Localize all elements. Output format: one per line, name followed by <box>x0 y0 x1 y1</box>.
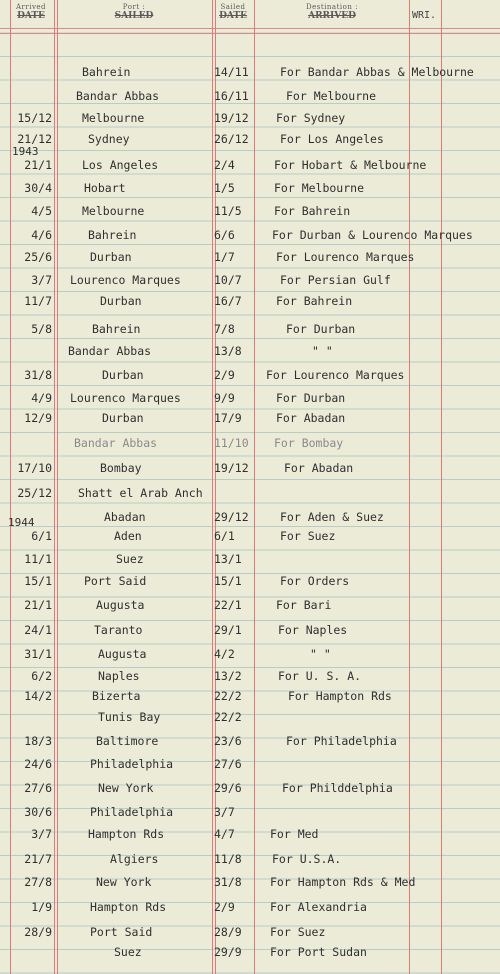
sailed-date: 29/9 <box>214 945 242 959</box>
arrived-date: 31/1 <box>24 647 52 661</box>
destination: For Abadan <box>276 411 346 425</box>
port-name: Los Angeles <box>82 158 159 172</box>
arrived-date: 21/12 <box>17 132 52 146</box>
port-name: Bahrein <box>92 322 141 336</box>
port-name: New York <box>98 781 154 795</box>
arrived-date: 15/12 <box>17 111 52 125</box>
sailed-date: 2/4 <box>214 158 235 172</box>
port-name: New York <box>96 875 152 889</box>
arrived-date: 25/6 <box>24 250 52 264</box>
destination: " " <box>310 647 331 661</box>
port-name: Melbourne <box>82 204 145 218</box>
port-name: Augusta <box>98 647 147 661</box>
sailed-date: 11/8 <box>214 852 242 866</box>
sailed-date: 28/9 <box>214 925 242 939</box>
sailed-date: 22/2 <box>214 710 242 724</box>
header-arrived-label: Arrived <box>15 3 47 11</box>
header-destination-label: Destination : <box>306 3 358 11</box>
port-name: Suez <box>116 552 144 566</box>
destination: For Bandar Abbas & Melbourne <box>280 65 474 79</box>
destination: For Hobart & Melbourne <box>274 158 427 172</box>
destination: For Hampton Rds <box>288 689 392 703</box>
arrived-date: 27/8 <box>24 875 52 889</box>
sailed-date: 13/1 <box>214 552 242 566</box>
arrived-date: 6/1 <box>31 529 52 543</box>
sailed-date: 26/12 <box>214 132 249 146</box>
destination: For Lourenco Marques <box>276 250 415 264</box>
destination: For Med <box>270 827 319 841</box>
port-name: Taranto <box>94 623 143 637</box>
sailed-date: 1/7 <box>214 250 235 264</box>
destination: For Durban <box>276 391 346 405</box>
arrived-date: 25/12 <box>17 486 52 500</box>
port-name: Baltimore <box>96 734 159 748</box>
header-port-label: Port : <box>122 3 146 11</box>
destination: For Philadelphia <box>286 734 397 748</box>
arrived-date: 11/7 <box>24 294 52 308</box>
destination: For Lourenco Marques <box>266 368 405 382</box>
port-name: Aden <box>114 529 142 543</box>
arrived-date: 21/1 <box>24 598 52 612</box>
sailed-date: 10/7 <box>214 273 242 287</box>
arrived-date: 30/4 <box>24 181 52 195</box>
sailed-date: 22/1 <box>214 598 242 612</box>
sailed-date: 6/1 <box>214 529 235 543</box>
port-name: Naples <box>98 669 140 683</box>
sailed-date: 16/11 <box>214 89 249 103</box>
port-name: Bahrein <box>88 228 137 242</box>
destination: For U.S.A. <box>272 852 342 866</box>
header-arrived <box>8 3 54 21</box>
sailed-date: 11/10 <box>214 436 249 450</box>
sailed-date: 4/7 <box>214 827 235 841</box>
port-name: Tunis Bay <box>98 710 161 724</box>
arrived-date: 21/7 <box>24 852 52 866</box>
sailed-date: 23/6 <box>214 734 242 748</box>
sailed-date: 7/8 <box>214 322 235 336</box>
destination: For Bari <box>276 598 332 612</box>
port-name: Suez <box>114 945 142 959</box>
destination: For Bahrein <box>274 204 351 218</box>
sailed-date: 29/12 <box>214 510 249 524</box>
destination: For Suez <box>280 529 336 543</box>
sailed-date: 2/9 <box>214 368 235 382</box>
header-arrived-struck: DATE <box>17 11 45 21</box>
sailed-date: 6/6 <box>214 228 235 242</box>
header-sailed <box>214 3 252 21</box>
destination: For Philddelphia <box>282 781 393 795</box>
port-name: Lourenco Marques <box>70 391 181 405</box>
port-name: Algiers <box>110 852 159 866</box>
sailed-date: 11/5 <box>214 204 242 218</box>
sailed-date: 16/7 <box>214 294 242 308</box>
arrived-date: 30/6 <box>24 805 52 819</box>
sailed-date: 9/9 <box>214 391 235 405</box>
destination: For Melbourne <box>274 181 365 195</box>
sailed-date: 29/6 <box>214 781 242 795</box>
header-destination <box>256 3 408 21</box>
destination: For Port Sudan <box>270 945 367 959</box>
arrived-date: 28/9 <box>24 925 52 939</box>
arrived-date: 4/5 <box>31 204 52 218</box>
sailed-date: 14/11 <box>214 65 249 79</box>
header-sailed-struck: DATE <box>219 11 247 21</box>
arrived-date: 24/6 <box>24 757 52 771</box>
port-name: Bandar Abbas <box>74 436 158 450</box>
destination: For Hampton Rds & Med <box>270 875 416 889</box>
header-port-struck: SAILED <box>114 11 154 21</box>
arrived-date: 17/10 <box>17 461 52 475</box>
arrived-date: 11/1 <box>24 552 52 566</box>
destination: For U. S. A. <box>278 669 362 683</box>
destination: For Sydney <box>276 111 346 125</box>
header-port <box>58 3 210 21</box>
port-name: Bahrein <box>82 65 131 79</box>
port-name: Abadan <box>104 510 146 524</box>
destination: For Los Angeles <box>280 132 384 146</box>
arrived-date: 24/1 <box>24 623 52 637</box>
destination: For Bahrein <box>276 294 353 308</box>
sailed-date: 13/2 <box>214 669 242 683</box>
port-name: Bombay <box>100 461 142 475</box>
destination: For Melbourne <box>286 89 377 103</box>
arrived-date: 3/7 <box>31 827 52 841</box>
port-name: Hampton Rds <box>90 900 167 914</box>
port-name: Melbourne <box>82 111 145 125</box>
arrived-date: 31/8 <box>24 368 52 382</box>
port-name: Bandar Abbas <box>76 89 160 103</box>
arrived-date: 1/9 <box>31 900 52 914</box>
sailed-date: 19/12 <box>214 461 249 475</box>
arrived-date: 4/9 <box>31 391 52 405</box>
port-name: Durban <box>100 294 142 308</box>
arrived-date: 12/9 <box>24 411 52 425</box>
destination: " " <box>312 344 333 358</box>
port-name: Sydney <box>88 132 130 146</box>
destination: For Abadan <box>284 461 354 475</box>
arrived-date: 18/3 <box>24 734 52 748</box>
arrived-date: 4/6 <box>31 228 52 242</box>
year-mark: 1943 <box>12 145 39 158</box>
sailed-date: 2/9 <box>214 900 235 914</box>
port-name: Bizerta <box>92 689 141 703</box>
header-destination-struck: ARRIVED <box>308 11 356 21</box>
destination: For Suez <box>270 925 326 939</box>
port-name: Durban <box>102 411 144 425</box>
header-wri: WRI. <box>412 10 437 21</box>
column-rule <box>441 0 442 974</box>
port-name: Port Said <box>90 925 153 939</box>
sailed-date: 4/2 <box>214 647 235 661</box>
sailed-date: 27/6 <box>214 757 242 771</box>
sailed-date: 15/1 <box>214 574 242 588</box>
destination: For Alexandria <box>270 900 367 914</box>
year-mark: 1944 <box>8 516 35 529</box>
arrived-date: 27/6 <box>24 781 52 795</box>
port-name: Hampton Rds <box>88 827 165 841</box>
port-name: Durban <box>102 368 144 382</box>
arrived-date: 15/1 <box>24 574 52 588</box>
header-rule-2 <box>0 33 500 34</box>
port-name: Shatt el Arab Anch <box>78 486 203 500</box>
sailed-date: 13/8 <box>214 344 242 358</box>
sailed-date: 19/12 <box>214 111 249 125</box>
header-rule <box>0 28 500 29</box>
column-rule <box>54 0 55 974</box>
port-name: Durban <box>90 250 132 264</box>
sailed-date: 22/2 <box>214 689 242 703</box>
sailed-date: 29/1 <box>214 623 242 637</box>
destination: For Naples <box>278 623 348 637</box>
sailed-date: 3/7 <box>214 805 235 819</box>
destination: For Persian Gulf <box>280 273 391 287</box>
column-rule <box>409 0 410 974</box>
sailed-date: 17/9 <box>214 411 242 425</box>
port-name: Bandar Abbas <box>68 344 152 358</box>
port-name: Philadelphia <box>90 805 174 819</box>
destination: For Durban <box>286 322 356 336</box>
port-name: Hobart <box>84 181 126 195</box>
destination: For Orders <box>280 574 350 588</box>
header-sailed-label: Sailed <box>220 3 246 11</box>
destination: For Bombay <box>274 436 344 450</box>
destination: For Durban & Lourenco Marques <box>272 228 473 242</box>
port-name: Augusta <box>96 598 145 612</box>
column-rule <box>212 0 213 974</box>
port-name: Port Said <box>84 574 147 588</box>
arrived-date: 3/7 <box>31 273 52 287</box>
port-name: Lourenco Marques <box>70 273 181 287</box>
arrived-date: 21/1 <box>24 158 52 172</box>
arrived-date: 5/8 <box>31 322 52 336</box>
arrived-date: 14/2 <box>24 689 52 703</box>
sailed-date: 31/8 <box>214 875 242 889</box>
destination: For Aden & Suez <box>280 510 384 524</box>
arrived-date: 6/2 <box>31 669 52 683</box>
sailed-date: 1/5 <box>214 181 235 195</box>
port-name: Philadelphia <box>90 757 174 771</box>
